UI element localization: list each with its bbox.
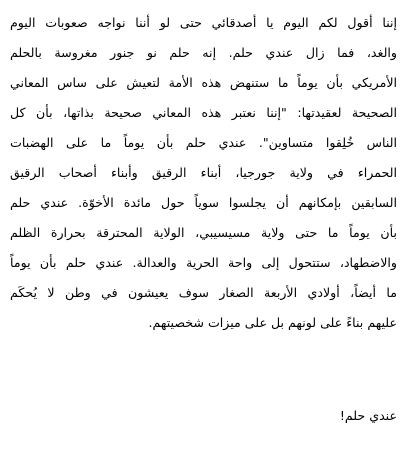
paragraph-line-2: والغد، فما زال عندي حلم. إنه حلم نو جنور مغروسة بالحلم	[10, 45, 397, 60]
paragraph-line-4: الصحيحة لعقيدتها: "إننا نعتبر هذه المعاني صحيحة بذاتها، بأن كل	[10, 105, 397, 120]
paragraph-line-3: الأمريكي بأن يوماً ما ستنهض هذه الأمة لتعيش على ساس المعاني	[10, 75, 397, 90]
paragraph-line-7: السابقين بإمكانهم أن يجلسوا سوياً حول مائدة الأخوّة. عندي حلم	[10, 195, 397, 210]
closing-line: عندي حلم!	[339, 408, 397, 423]
paragraph-line-10: ما أيضاً، أولادي الأربعة الصغار سوف يعيشون في وطن لا يُحكَم	[10, 285, 397, 300]
paragraph-line-9: والاضطهاد، ستتحول إلى واحة الحرية والعدالة. عندي حلم بأن يوماً	[10, 255, 397, 270]
paragraph-line-11: عليهم بناءً على لونهم بل على ميزات شخصيتهم.	[148, 315, 397, 330]
paragraph-line-6: الحمراء في ولاية جورجيا، أبناء الرقيق وأبناء أصحاب الرقيق	[10, 165, 397, 180]
paragraph-line-1: إننا أقول لكم اليوم يا أصدقائي حتى لو أننا نواجه صعوبات اليوم	[10, 15, 397, 30]
paragraph-line-5: الناس خُلِقوا متساوين". عندي حلم بأن يوماً ما على الهضبات	[10, 135, 397, 150]
paragraph-line-8: بأن يوماً ما حتى ولاية مسيسيبي، الولاية المحترقة بحرارة الظلم	[10, 225, 397, 240]
